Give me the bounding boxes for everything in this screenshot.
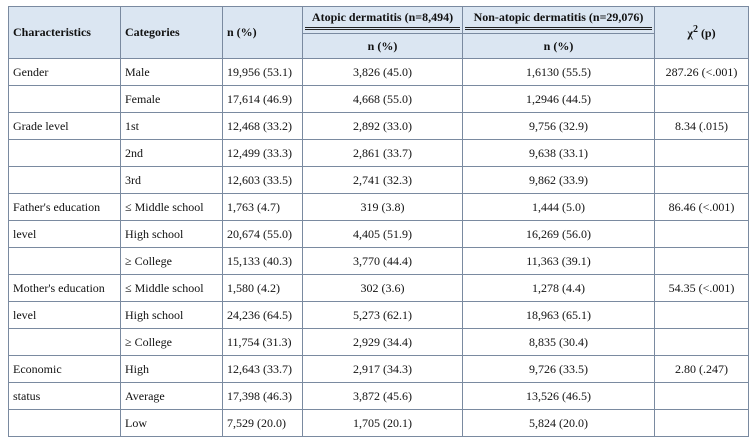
cell-chi-square — [655, 167, 749, 194]
cell-characteristic — [9, 329, 121, 356]
cell-category: High — [121, 356, 223, 383]
cell-nonatopic: 1,2946 (44.5) — [463, 86, 655, 113]
cell-chi-square — [655, 86, 749, 113]
nonatopic-group-label: Non-atopic dermatitis (n=29,076) — [465, 10, 652, 30]
cell-characteristic: Gender — [9, 59, 121, 86]
cell-nonatopic: 9,638 (33.1) — [463, 140, 655, 167]
cell-atopic: 1,705 (20.1) — [303, 410, 463, 437]
cell-atopic: 3,770 (44.4) — [303, 248, 463, 275]
cell-chi-square — [655, 221, 749, 248]
header-nonatopic-group — [463, 7, 655, 34]
cell-characteristic: Grade level — [9, 113, 121, 140]
table-row — [9, 302, 749, 329]
cell-atopic: 2,892 (33.0) — [303, 113, 463, 140]
header-atopic-n-pct: n (%) — [303, 34, 463, 59]
table-row — [9, 140, 749, 167]
cell-characteristic — [9, 248, 121, 275]
cell-atopic: 3,826 (45.0) — [303, 59, 463, 86]
cell-category: 1st — [121, 113, 223, 140]
cell-n-pct: 12,603 (33.5) — [223, 167, 303, 194]
cell-category: ≤ Middle school — [121, 275, 223, 302]
cell-n-pct: 17,614 (46.9) — [223, 86, 303, 113]
cell-characteristic — [9, 140, 121, 167]
header-nonatopic-n-pct: n (%) — [463, 34, 655, 59]
cell-nonatopic: 5,824 (20.0) — [463, 410, 655, 437]
cell-atopic: 319 (3.8) — [303, 194, 463, 221]
table-row — [9, 86, 749, 113]
cell-nonatopic: 9,862 (33.9) — [463, 167, 655, 194]
table-row — [9, 194, 749, 221]
cell-atopic: 2,917 (34.3) — [303, 356, 463, 383]
cell-n-pct: 12,468 (33.2) — [223, 113, 303, 140]
table-body — [9, 59, 749, 437]
header-atopic-group — [303, 7, 463, 34]
chi-p-label: (p) — [697, 26, 716, 40]
cell-atopic: 2,861 (33.7) — [303, 140, 463, 167]
cell-chi-square: 287.26 (<.001) — [655, 59, 749, 86]
characteristics-table — [8, 6, 749, 437]
cell-n-pct: 11,754 (31.3) — [223, 329, 303, 356]
table-row — [9, 275, 749, 302]
cell-n-pct: 7,529 (20.0) — [223, 410, 303, 437]
table-row — [9, 356, 749, 383]
cell-chi-square: 2.80 (.247) — [655, 356, 749, 383]
cell-atopic: 4,405 (51.9) — [303, 221, 463, 248]
header-categories: Categories — [121, 7, 223, 59]
cell-nonatopic: 1,444 (5.0) — [463, 194, 655, 221]
cell-nonatopic: 1,278 (4.4) — [463, 275, 655, 302]
cell-atopic: 302 (3.6) — [303, 275, 463, 302]
cell-category: Female — [121, 86, 223, 113]
cell-chi-square — [655, 302, 749, 329]
cell-atopic: 3,872 (45.6) — [303, 383, 463, 410]
cell-nonatopic: 9,756 (32.9) — [463, 113, 655, 140]
cell-chi-square: 8.34 (.015) — [655, 113, 749, 140]
cell-n-pct: 12,643 (33.7) — [223, 356, 303, 383]
table-container — [8, 6, 748, 437]
table-row — [9, 59, 749, 86]
cell-characteristic: Mother's education — [9, 275, 121, 302]
chi-superscript: 2 — [692, 24, 698, 35]
cell-characteristic: level — [9, 221, 121, 248]
table-row — [9, 383, 749, 410]
table-row — [9, 248, 749, 275]
header-n-pct: n (%) — [223, 7, 303, 59]
cell-atopic: 5,273 (62.1) — [303, 302, 463, 329]
cell-nonatopic: 1,6130 (55.5) — [463, 59, 655, 86]
cell-nonatopic: 9,726 (33.5) — [463, 356, 655, 383]
cell-atopic: 2,741 (32.3) — [303, 167, 463, 194]
header-characteristics: Characteristics — [9, 7, 121, 59]
cell-n-pct: 12,499 (33.3) — [223, 140, 303, 167]
cell-nonatopic: 18,963 (65.1) — [463, 302, 655, 329]
cell-category: ≥ College — [121, 248, 223, 275]
cell-category: High school — [121, 221, 223, 248]
cell-chi-square — [655, 383, 749, 410]
cell-n-pct: 1,580 (4.2) — [223, 275, 303, 302]
cell-characteristic: Economic — [9, 356, 121, 383]
cell-category: Low — [121, 410, 223, 437]
atopic-group-label: Atopic dermatitis (n=8,494) — [305, 10, 460, 30]
cell-n-pct: 20,674 (55.0) — [223, 221, 303, 248]
cell-characteristic — [9, 86, 121, 113]
cell-chi-square: 86.46 (<.001) — [655, 194, 749, 221]
cell-category: High school — [121, 302, 223, 329]
cell-chi-square — [655, 140, 749, 167]
cell-n-pct: 19,956 (53.1) — [223, 59, 303, 86]
cell-nonatopic: 8,835 (30.4) — [463, 329, 655, 356]
table-row — [9, 410, 749, 437]
cell-characteristic: status — [9, 383, 121, 410]
cell-atopic: 2,929 (34.4) — [303, 329, 463, 356]
cell-nonatopic: 13,526 (46.5) — [463, 383, 655, 410]
cell-nonatopic: 16,269 (56.0) — [463, 221, 655, 248]
cell-category: Male — [121, 59, 223, 86]
cell-nonatopic: 11,363 (39.1) — [463, 248, 655, 275]
header-chi-square — [655, 7, 749, 59]
cell-n-pct: 1,763 (4.7) — [223, 194, 303, 221]
table-row — [9, 113, 749, 140]
cell-category: 2nd — [121, 140, 223, 167]
cell-chi-square — [655, 329, 749, 356]
cell-category: Average — [121, 383, 223, 410]
table-row — [9, 167, 749, 194]
table-row — [9, 221, 749, 248]
cell-n-pct: 15,133 (40.3) — [223, 248, 303, 275]
cell-chi-square — [655, 410, 749, 437]
table-row — [9, 329, 749, 356]
chi-symbol: χ — [687, 26, 693, 40]
cell-n-pct: 24,236 (64.5) — [223, 302, 303, 329]
cell-atopic: 4,668 (55.0) — [303, 86, 463, 113]
cell-characteristic — [9, 167, 121, 194]
cell-category: 3rd — [121, 167, 223, 194]
cell-characteristic: level — [9, 302, 121, 329]
cell-n-pct: 17,398 (46.3) — [223, 383, 303, 410]
cell-category: ≥ College — [121, 329, 223, 356]
cell-category: ≤ Middle school — [121, 194, 223, 221]
cell-chi-square — [655, 248, 749, 275]
cell-characteristic — [9, 410, 121, 437]
cell-characteristic: Father's education — [9, 194, 121, 221]
cell-chi-square: 54.35 (<.001) — [655, 275, 749, 302]
